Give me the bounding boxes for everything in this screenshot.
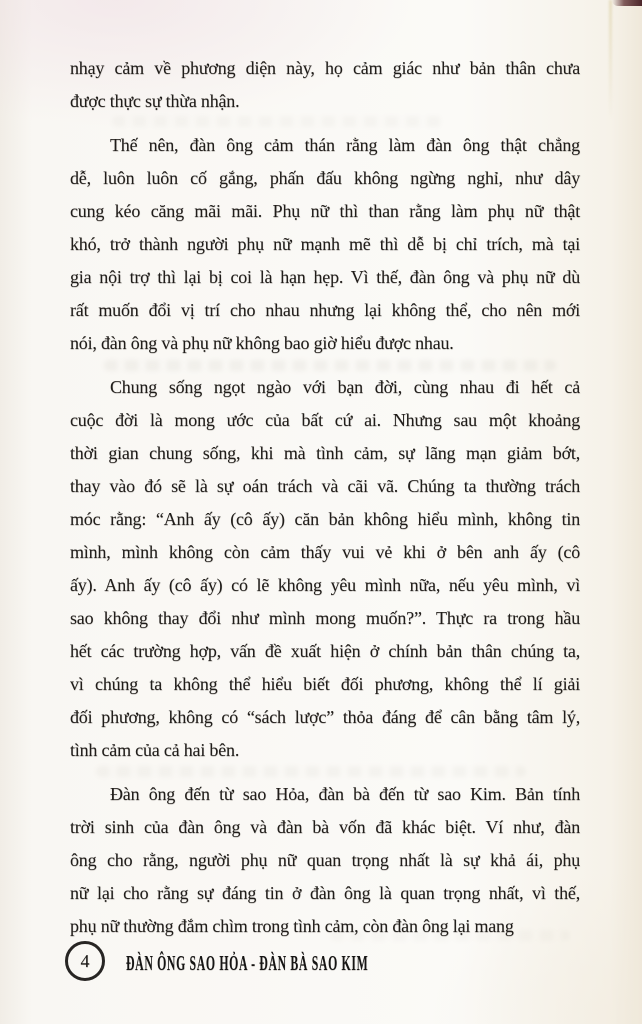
text-line: nhạy cảm về phương diện này, họ cảm giác như bản thân chưa [70, 58, 580, 78]
text-line: nữ lại cho rằng sự đáng tin ở đàn ông là quan trọng nhất, vì thế, [70, 883, 580, 903]
text-line: móc rằng: “Anh ấy (cô ấy) căn bản không hiểu mình, không tin [70, 509, 580, 529]
paragraph [70, 371, 580, 767]
text-line: gia nội trợ thì lại bị coi là hạn hẹp. Vì thế, đàn ông và phụ nữ dù [70, 267, 580, 287]
page-number-badge [65, 941, 105, 981]
text-line: sao không thay đổi như mình mong muốn?”. Thực ra trong hầu [70, 608, 580, 628]
page-number: 4 [80, 950, 90, 971]
text-line: vì chúng ta không thể hiểu biết đối phương, không thể lí giải [70, 674, 580, 694]
text-line: trời sinh của đàn ông và đàn bà vốn đã khác biệt. Ví như, đàn [70, 817, 580, 837]
text-line: Chung sống ngọt ngào với bạn đời, cùng nhau đi hết cả [110, 377, 580, 397]
text-line: dễ, luôn luôn cố gắng, phấn đấu không ngừng nghỉ, như dây [70, 168, 580, 188]
text-line: nói, đàn ông và phụ nữ không bao giờ hiểu được nhau. [70, 333, 454, 353]
text-line: ấy). Anh ấy (cô ấy) có lẽ không yêu mình nữa, nếu yêu mình, vì [70, 575, 580, 595]
paragraph [70, 129, 580, 360]
text-line: khó, trở thành người phụ nữ mạnh mẽ thì dễ bị chỉ trích, mà tại [70, 234, 580, 254]
text-line: mình, mình không còn cảm thấy vui vẻ khi ở bên anh ấy (cô [70, 542, 580, 562]
running-title: ĐÀN ÔNG SAO HỎA - ĐÀN BÀ SAO KIM [126, 951, 369, 975]
text-line: cuộc đời là mong ước của bất cứ ai. Nhưng sau một khoảng [70, 410, 580, 430]
text-line: thay vào đó sẽ là sự oán trách và cãi vã. Chúng ta thường trách [70, 476, 580, 496]
text-line: cung kéo căng mãi mãi. Phụ nữ thì than rằng làm phụ nữ thật [70, 201, 580, 221]
text-line: đối phương, không có “sách lược” thỏa đáng để cân bằng tâm lý, [70, 707, 580, 727]
text-line: rất muốn đổi vị trí cho nhau nhưng lại không thể, cho nên mới [70, 300, 580, 320]
text-line: tình cảm của cả hai bên. [70, 740, 240, 760]
paragraph [70, 778, 580, 943]
text-line: ông cho rằng, người phụ nữ quan trọng nhất là sự khả ái, phụ [70, 850, 580, 870]
scan-corner-artifact [612, 0, 642, 6]
text-line: hết các trường hợp, vấn đề xuất hiện ở chính bản thân chúng ta, [70, 641, 580, 661]
text-line: được thực sự thừa nhận. [70, 91, 240, 111]
page-body [70, 52, 580, 943]
text-line: Thế nên, đàn ông cảm thán rằng làm đàn ông thật chẳng [110, 135, 580, 155]
scan-edge-crease [609, 0, 612, 120]
paragraph [70, 52, 580, 118]
text-line: thời gian chung sống, khi mà tình cảm, sự lãng mạn giảm bớt, [70, 443, 580, 463]
text-line: phụ nữ thường đắm chìm trong tình cảm, còn đàn ông lại mang [70, 916, 514, 936]
text-line: Đàn ông đến từ sao Hỏa, đàn bà đến từ sao Kim. Bản tính [110, 784, 580, 804]
